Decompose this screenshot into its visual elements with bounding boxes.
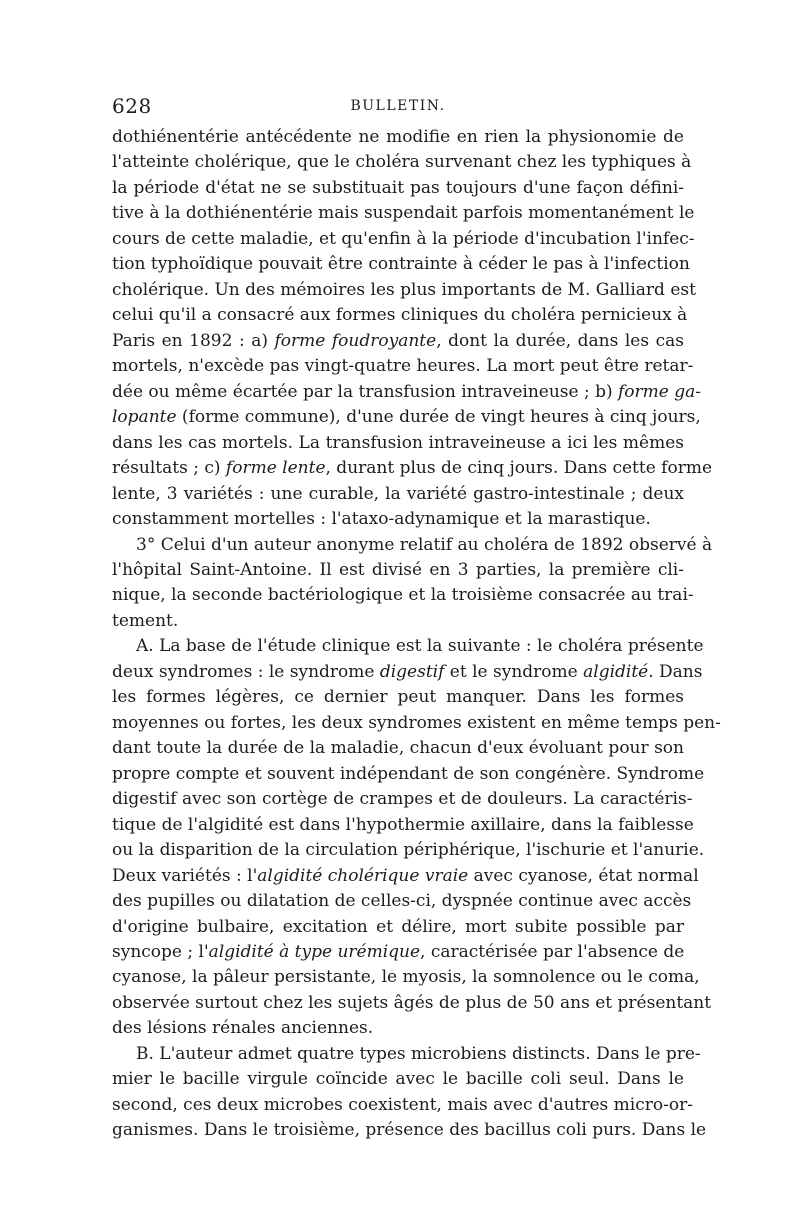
italic-text: lopante (112, 407, 177, 428)
text-segment: cholérique. Un des mémoires les plus importants de M. Galliard est (112, 279, 696, 300)
text-line (112, 864, 699, 889)
italic-text: algidité (583, 661, 649, 682)
text-segment: propre compte et souvent indépendant de son congénère. Syndrome (112, 763, 705, 784)
text-segment: tive à la dothiénentérie mais suspendait parfois momentanément le (112, 203, 695, 224)
text-line (112, 915, 684, 940)
text-segment: , durant plus de cinq jours. Dans cette forme (325, 458, 713, 479)
text-line (112, 329, 684, 354)
text-segment: mortels, n'excède pas vingt-quatre heures. La mort peut être retar- (112, 356, 694, 377)
text-segment: avec cyanose, état normal (468, 865, 699, 886)
text-segment: lente, 3 variétés : une curable, la variété gastro-intestinale ; deux (112, 483, 684, 504)
text-segment: digestif avec son cortège de crampes et de douleurs. La caractéris- (112, 789, 693, 810)
text-segment: A. La base de l'étude clinique est la suivante : le choléra présente (136, 636, 704, 657)
text-line (112, 965, 700, 990)
text-segment: résultats ; c) (112, 458, 226, 479)
text-segment: syncope ; l' (112, 942, 209, 962)
text-line (112, 431, 684, 456)
text-line (112, 456, 713, 481)
text-segment: les formes légères, ce dernier peut manquer. Dans les formes (112, 687, 684, 708)
text-line (112, 278, 696, 303)
text-line (112, 1118, 707, 1143)
text-line (112, 201, 695, 226)
text-line (112, 1042, 701, 1067)
text-line (112, 303, 688, 328)
italic-text: forme ga- (618, 381, 702, 402)
text-segment: tion typhoïdique pouvait être contrainte à céder le pas à l'infection (112, 254, 690, 275)
text-segment: observée surtout chez les sujets âgés de plus de 50 ans et présentant (112, 992, 712, 1013)
text-line (112, 991, 712, 1016)
text-segment: dant toute la durée de la maladie, chacun d'eux évoluant pour son (112, 738, 684, 759)
page-header (112, 94, 684, 124)
text-line (112, 507, 684, 532)
text-segment: Paris en 1892 : a) (112, 330, 275, 351)
text-segment: des lésions rénales anciennes. (112, 1018, 374, 1039)
italic-text: digestif (379, 661, 445, 682)
text-line (112, 685, 684, 710)
text-line (112, 150, 692, 175)
text-segment: dée ou même écartée par la transfusion intraveineuse ; b) (112, 381, 619, 402)
italic-text: algidité à type urémique (208, 942, 421, 962)
text-line (112, 736, 684, 761)
text-line (112, 482, 684, 507)
text-segment: et le syndrome (444, 661, 584, 682)
text-segment: (forme commune), d'une durée de vingt heures à cinq jours, (176, 407, 701, 428)
text-segment: ou la disparition de la circulation périphérique, l'ischurie et l'anurie. (112, 840, 705, 861)
text-line (112, 380, 702, 405)
italic-text: algidité cholérique vraie (257, 865, 469, 886)
text-segment: des pupilles ou dilatation de celles-ci, dyspnée continue avec accès (112, 891, 692, 912)
text-segment: mier le bacille virgule coïncide avec le bacille coli seul. Dans le (112, 1069, 684, 1090)
text-line (112, 609, 684, 634)
body-text (112, 125, 721, 1144)
text-segment: Deux variétés : l' (112, 865, 258, 886)
text-segment: l'hôpital Saint-Antoine. Il est divisé en 3 parties, la première cli- (112, 559, 684, 580)
text-segment: cours de cette maladie, et qu'enfin à la période d'incubation l'infec- (112, 228, 695, 249)
text-line (112, 1016, 684, 1041)
text-line (112, 227, 695, 252)
text-segment: d'origine bulbaire, excitation et délire, mort subite possible par (112, 916, 684, 937)
text-segment: , caractérisée par l'absence de (420, 942, 685, 962)
running-head: BULLETIN. (350, 98, 446, 114)
text-line (112, 176, 684, 201)
text-segment: dans les cas mortels. La transfusion intraveineuse a ici les mêmes (112, 432, 684, 453)
text-line (112, 1093, 693, 1118)
text-segment: second, ces deux microbes coexistent, mais avec d'autres micro-or- (112, 1094, 693, 1115)
text-segment: tique de l'algidité est dans l'hypothermie axillaire, dans la faiblesse (112, 814, 694, 835)
text-segment: la période d'état ne se substituait pas toujours d'une façon défini- (112, 177, 684, 198)
text-segment: 3° Celui d'un auteur anonyme relatif au choléra de 1892 observé à (136, 534, 713, 555)
text-line (112, 354, 694, 379)
text-line (112, 838, 705, 863)
text-segment: B. L'auteur admet quatre types microbiens distincts. Dans le pre- (136, 1043, 701, 1064)
text-segment: dothiénentérie antécédente ne modifie en rien la physionomie de (112, 127, 684, 147)
text-line (112, 940, 684, 965)
page-number: 628 (112, 94, 152, 118)
text-line (112, 583, 694, 608)
text-segment: tement. (112, 610, 179, 631)
text-line (112, 813, 694, 838)
text-line (112, 889, 692, 914)
text-segment: deux syndromes : le syndrome (112, 661, 380, 682)
italic-text: forme lente (225, 458, 326, 479)
text-segment: l'atteinte cholérique, que le choléra survenant chez les typhiques à (112, 152, 692, 173)
text-segment: constamment mortelles : l'ataxo-adynamique et la marastique. (112, 509, 651, 530)
text-segment: celui qu'il a consacré aux formes cliniques du choléra pernicieux à (112, 305, 688, 326)
text-segment: moyennes ou fortes, les deux syndromes existent en même temps pen- (112, 712, 721, 733)
text-line (112, 405, 701, 430)
text-segment: . Dans (648, 661, 703, 682)
text-segment: cyanose, la pâleur persistante, le myosis, la somnolence ou le coma, (112, 967, 700, 988)
text-segment: , dont la durée, dans les cas (436, 330, 685, 351)
italic-text: forme foudroyante (274, 330, 437, 351)
text-line (112, 711, 721, 736)
text-segment: ganismes. Dans le troisième, présence des bacillus coli purs. Dans le (112, 1120, 707, 1141)
text-line (112, 787, 693, 812)
text-segment: nique, la seconde bactériologique et la troisième consacrée au trai- (112, 585, 694, 606)
text-line (112, 1067, 684, 1092)
text-line (112, 125, 684, 150)
text-line (112, 533, 713, 558)
text-line (112, 762, 705, 787)
text-line (112, 252, 690, 277)
text-line (112, 660, 703, 685)
text-line (112, 634, 704, 659)
text-line (112, 558, 684, 583)
